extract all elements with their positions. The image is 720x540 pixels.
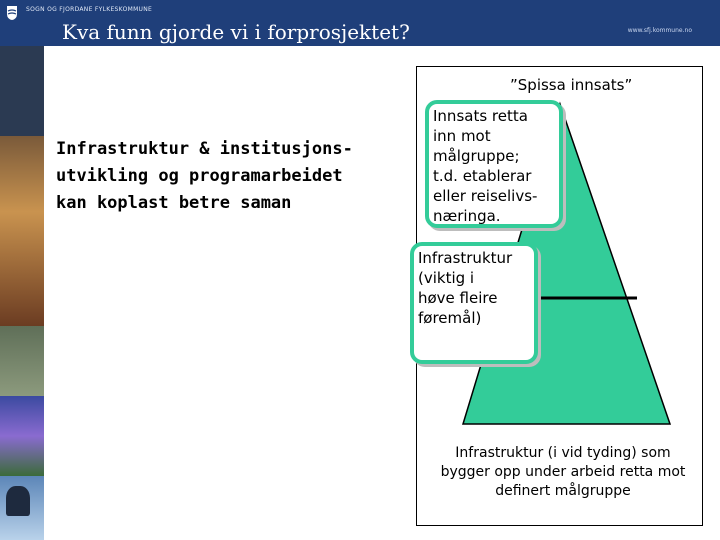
middle-callout-text: Infrastruktur (viktig i høve fleire føremål) bbox=[418, 249, 513, 327]
middle-callout bbox=[410, 242, 538, 364]
top-callout bbox=[425, 100, 563, 228]
pyramid-top-label: ”Spissa innsats” bbox=[510, 76, 633, 94]
top-callout-text: Innsats retta inn mot målgruppe; t.d. etablerar eller reiselivs- næringa. bbox=[433, 107, 538, 225]
organization-name: SOGN OG FJORDANE FYLKESKOMMUNE bbox=[26, 6, 153, 13]
website-url: www.sfj.kommune.no bbox=[627, 27, 692, 34]
pyramid-base-text: Infrastruktur (i vid tyding) som bygger opp under arbeid retta mot definert målgruppe bbox=[440, 445, 686, 499]
slide-title: Kva funn gjorde vi i forprosjektet? bbox=[62, 20, 410, 44]
left-statement: Infrastruktur & institusjons- utvikling og programarbeidet kan koplast betre saman bbox=[56, 139, 353, 213]
